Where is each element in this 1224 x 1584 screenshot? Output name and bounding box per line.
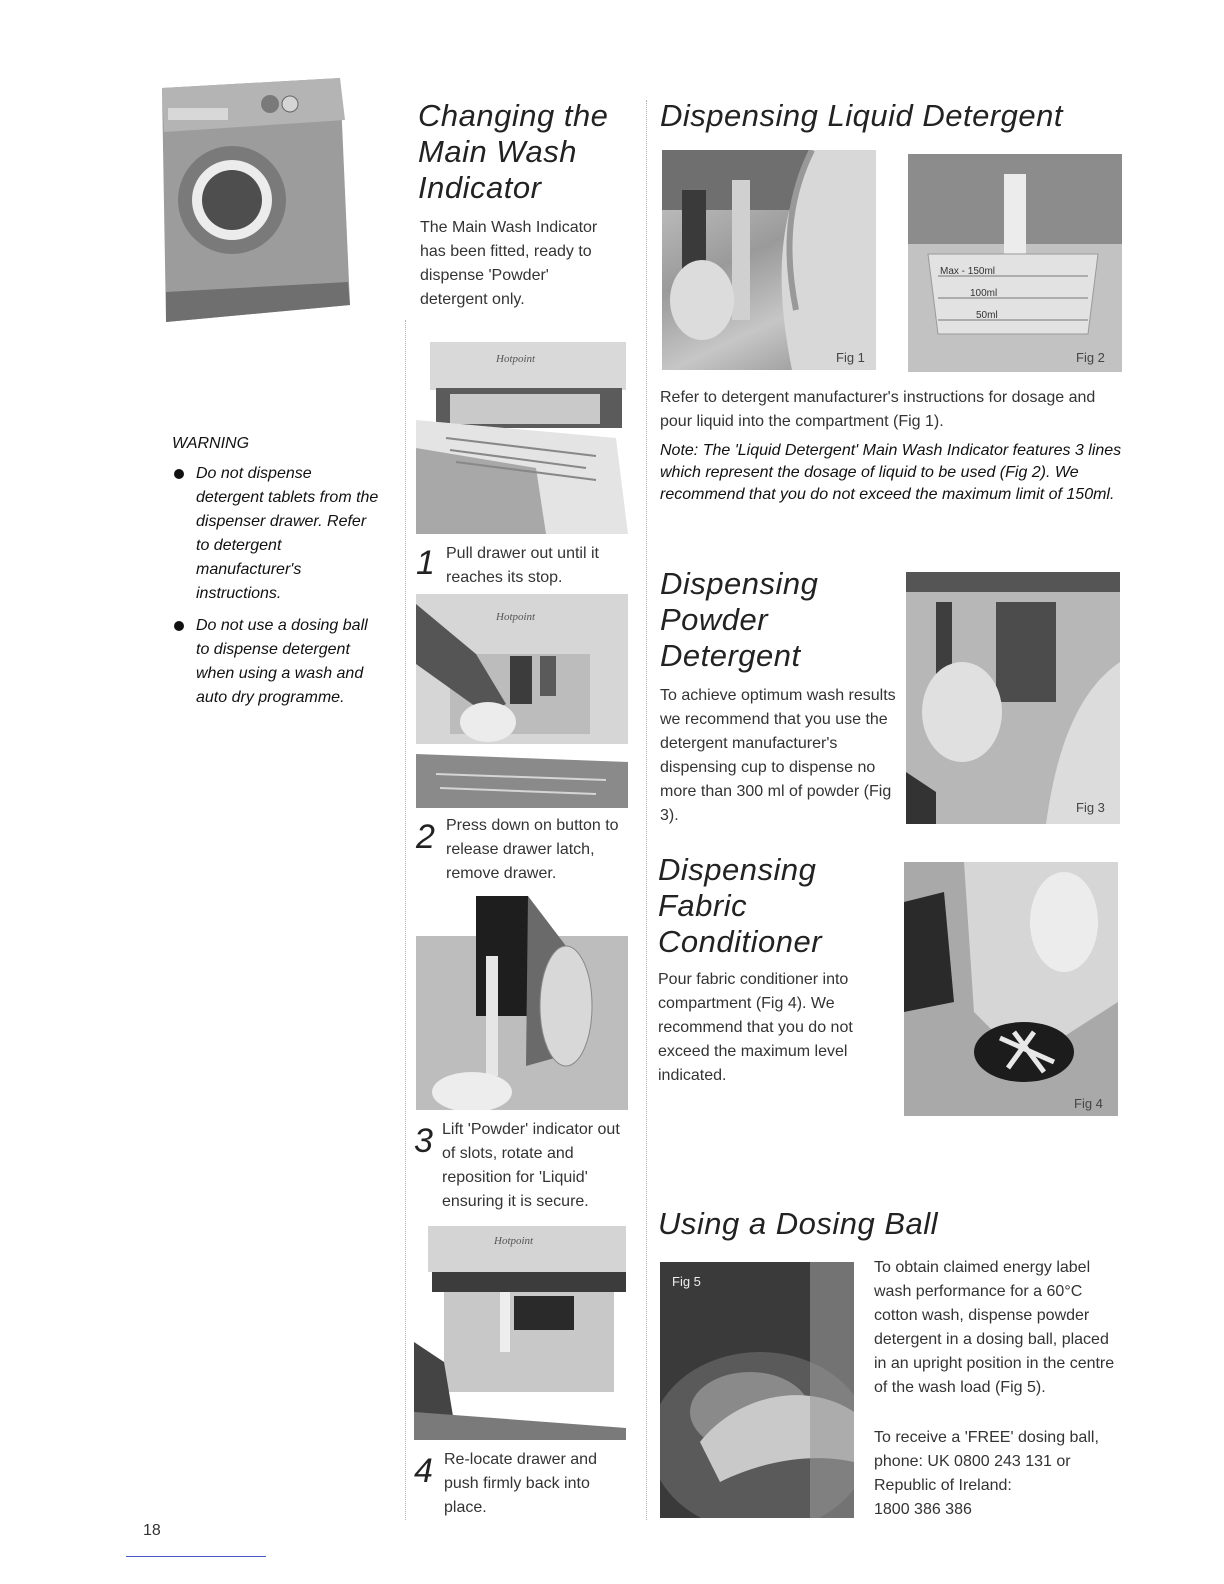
step-text: Lift 'Powder' indicator out of slots, rotate and reposition for 'Liquid' ensuring it is secure.: [442, 1121, 620, 1210]
step-number: 4: [414, 1452, 433, 1490]
dosing-title: Using a Dosing Ball: [658, 1206, 939, 1241]
bullet-icon: [174, 469, 184, 479]
column-divider: [646, 100, 647, 1520]
fig-label: Fig 2: [1076, 350, 1105, 365]
fig5-photo: [660, 1262, 854, 1518]
warning-item: Do not dispense detergent tablets from the dispenser drawer. Refer to detergent manufacturer's instructions.: [172, 462, 382, 606]
liquid-title: Dispensing Liquid Detergent: [660, 98, 1063, 133]
step3-photo: [416, 896, 628, 1110]
page-number: 18: [143, 1522, 161, 1539]
svg-text:Hotpoint: Hotpoint: [494, 1235, 534, 1247]
warning-list: [172, 462, 382, 710]
warning-item: Do not use a dosing ball to dispense detergent when using a wash and auto dry programme.: [172, 614, 382, 710]
warning-block: [172, 432, 382, 718]
column-divider: [405, 320, 406, 1520]
liquid-body: Refer to detergent manufacturer's instructions for dosage and pour liquid into the compartment (Fig 1).: [660, 389, 1096, 430]
fabric-body: Pour fabric conditioner into compartment (Fig 4). We recommend that you do not exceed the maximum level indicated.: [658, 971, 853, 1084]
footer-rule: [126, 1556, 266, 1557]
step1-photo: [416, 328, 628, 534]
washing-machine-icon: [140, 60, 370, 330]
fig-label: Fig 3: [1076, 800, 1105, 815]
powder-body: To achieve optimum wash results we recommend that you use the detergent manufacturer's dispensing cup to dispense no more than 300 ml of powder (Fig 3).: [660, 687, 896, 824]
dosing-free-offer: To receive a 'FREE' dosing ball, phone: UK 0800 243 131 or Republic of Ireland:: [874, 1429, 1099, 1494]
fig1-photo: [662, 150, 876, 370]
changing-intro: The Main Wash Indicator has been fitted, ready to dispense 'Powder' detergent only.: [420, 219, 598, 308]
step-number: 2: [416, 818, 435, 856]
bullet-icon: [174, 621, 184, 631]
dosing-phone-ie: 1800 386 386: [874, 1501, 972, 1518]
step-text: Pull drawer out until it reaches its stop.: [446, 545, 599, 586]
fig2-photo: [908, 154, 1122, 372]
powder-title: Dispensing Powder Detergent: [660, 566, 819, 673]
warning-title: WARNING: [172, 435, 250, 452]
fig4-photo: [904, 862, 1118, 1116]
brand-logo: Hotpoint: [496, 353, 536, 365]
washing-machine-photo: [140, 60, 370, 330]
dosing-body: To obtain claimed energy label wash performance for a 60°C cotton wash, dispense powder detergent in a dosing ball, placed in an upright position in the centre of the wash load (Fig 5).: [874, 1259, 1115, 1396]
step-number: 3: [414, 1122, 433, 1160]
fig-label: Fig 5: [672, 1274, 701, 1289]
step4-photo: [414, 1222, 626, 1440]
fabric-title: Dispensing Fabric Conditioner: [658, 852, 823, 959]
fig-label: Fig 1: [836, 350, 865, 365]
step-text: Re-locate drawer and push firmly back into place.: [444, 1451, 597, 1516]
fig2-mark: Max - 150ml: [940, 266, 996, 277]
fig2-mark: 100ml: [970, 288, 998, 299]
step-number: 1: [416, 544, 435, 582]
step2-photo: [416, 594, 628, 808]
fig3-photo: [906, 572, 1120, 824]
liquid-note: Note: The 'Liquid Detergent' Main Wash Indicator features 3 lines which represent the dosage of liquid to be used (Fig 2). We recommend that you do not exceed the maximum limit of 150ml.: [660, 442, 1122, 503]
fig-label: Fig 4: [1074, 1096, 1103, 1111]
fig2-mark: 50ml: [976, 310, 998, 321]
changing-title: Changing the Main Wash Indicator: [418, 98, 609, 205]
svg-text:Hotpoint: Hotpoint: [496, 611, 536, 623]
step-text: Press down on button to release drawer latch, remove drawer.: [446, 817, 619, 882]
